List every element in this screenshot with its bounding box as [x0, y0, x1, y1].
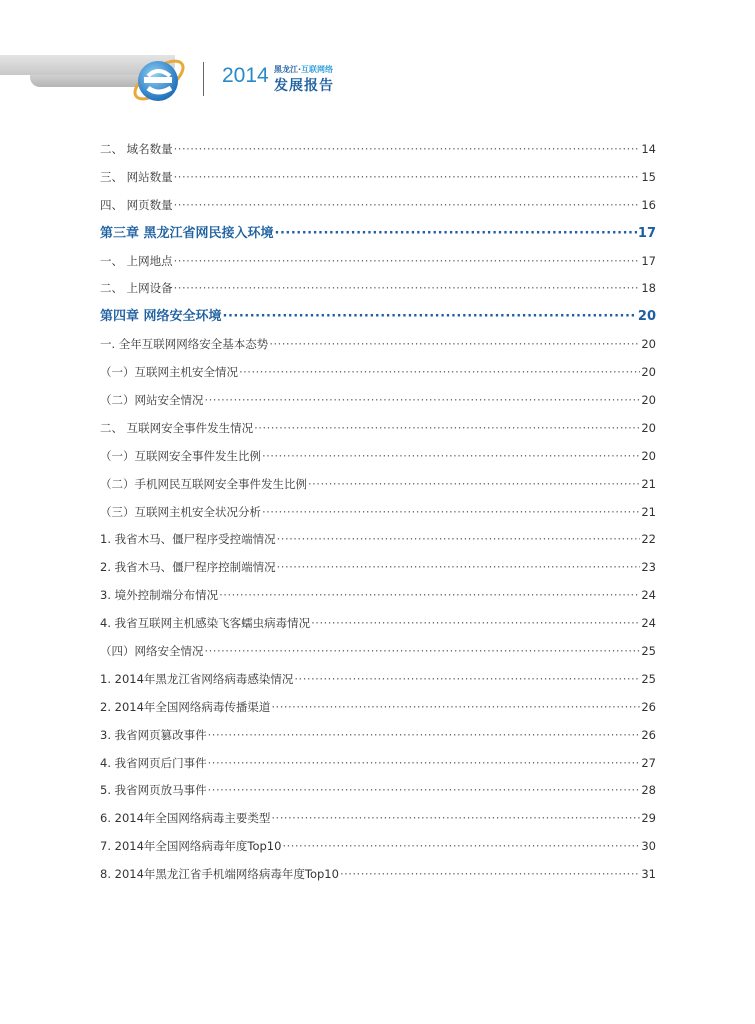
toc-leader [269, 331, 640, 359]
toc-row[interactable] [100, 750, 656, 778]
toc-label: 5. 我省网页放马事件 [100, 783, 207, 798]
toc-leader [174, 136, 641, 164]
toc-leader [219, 582, 640, 610]
toc-leader [208, 777, 641, 805]
toc-label: 一. 全年互联网网络安全基本态势 [100, 337, 269, 352]
toc-label: 4. 我省网页后门事件 [100, 755, 207, 770]
toc-label: 一、 上网地点 [100, 253, 173, 268]
toc-label: 二、 上网设备 [100, 281, 173, 296]
toc-label: 3. 境外控制端分布情况 [100, 588, 219, 603]
toc-row[interactable] [100, 164, 656, 192]
toc-row[interactable] [100, 443, 656, 471]
e-logo-icon [128, 50, 188, 108]
toc-label: 4. 我省互联网主机感染飞客蠕虫病毒情况 [100, 616, 311, 631]
toc-row[interactable] [100, 554, 656, 582]
toc-leader [174, 192, 641, 220]
toc-row[interactable] [100, 694, 656, 722]
toc-row[interactable] [100, 526, 656, 554]
toc-row[interactable] [100, 638, 656, 666]
toc-page: 20 [641, 365, 656, 380]
toc-page: 23 [641, 560, 656, 575]
toc-row[interactable] [100, 387, 656, 415]
toc-label: （二）手机网民互联网安全事件发生比例 [100, 476, 307, 491]
toc-row[interactable] [100, 275, 656, 303]
toc-page: 20 [641, 448, 656, 463]
toc-label: （二）网站安全情况 [100, 393, 204, 408]
toc-page: 16 [641, 197, 656, 212]
toc-label: 第四章 网络安全环境 [100, 309, 222, 325]
header-title: 发展报告 [274, 78, 334, 94]
toc-row[interactable] [100, 499, 656, 527]
toc-page: 25 [641, 671, 656, 686]
toc-page: 18 [641, 281, 656, 296]
toc-row[interactable] [100, 861, 656, 889]
toc-page: 20 [641, 337, 656, 352]
toc-leader [208, 722, 641, 750]
toc-label: 二、 域名数量 [100, 142, 173, 156]
toc-row[interactable] [100, 722, 656, 750]
toc-label: 第三章 黑龙江省网民接入环境 [100, 225, 274, 241]
toc-page: 29 [641, 811, 656, 826]
toc-label: （三）互联网主机安全状况分析 [100, 504, 261, 519]
toc-row[interactable] [100, 777, 656, 805]
toc-leader [262, 443, 640, 471]
toc-row[interactable] [100, 331, 656, 359]
header-divider [203, 62, 204, 96]
toc-page: 17 [641, 253, 656, 268]
toc-leader [174, 275, 641, 303]
header-subtitle: 黑龙江·互联网络 [274, 65, 334, 74]
toc-leader [275, 220, 637, 248]
toc-page: 31 [641, 867, 656, 882]
toc-leader [174, 248, 641, 276]
toc-page: 30 [641, 839, 656, 854]
toc-leader [294, 666, 640, 694]
toc-label: 二、 互联网安全事件发生情况 [100, 420, 254, 435]
toc-page: 27 [641, 755, 656, 770]
toc-leader [254, 415, 640, 443]
toc-page: 20 [641, 393, 656, 408]
toc-page: 28 [641, 783, 656, 798]
toc-leader [340, 861, 640, 889]
toc-chapter-row[interactable] [100, 303, 656, 331]
toc-page: 21 [641, 476, 656, 491]
toc-row[interactable] [100, 582, 656, 610]
toc-label: 2. 2014年全国网络病毒传播渠道 [100, 699, 271, 714]
toc-page: 17 [637, 225, 656, 241]
toc-row[interactable] [100, 833, 656, 861]
toc-label: 8. 2014年黑龙江省手机端网络病毒年度Top10 [100, 867, 339, 882]
toc-label: 6. 2014年全国网络病毒主要类型 [100, 811, 271, 826]
table-of-contents [100, 136, 656, 889]
toc-leader [277, 554, 641, 582]
toc-row[interactable] [100, 666, 656, 694]
toc-row[interactable] [100, 415, 656, 443]
subtitle-left: 黑龙江 [274, 65, 298, 74]
toc-label: （一）互联网主机安全情况 [100, 365, 238, 380]
toc-page: 25 [641, 644, 656, 659]
toc-leader [311, 610, 640, 638]
toc-label: 3. 我省网页篡改事件 [100, 727, 207, 742]
header-year: 2014 [222, 64, 269, 87]
toc-page: 26 [641, 699, 656, 714]
toc-leader [208, 750, 641, 778]
toc-label: 7. 2014年全国网络病毒年度Top10 [100, 839, 282, 854]
toc-leader [205, 387, 641, 415]
toc-row[interactable] [100, 359, 656, 387]
toc-label: 1. 我省木马、僵尸程序受控端情况 [100, 532, 276, 547]
toc-row[interactable] [100, 805, 656, 833]
toc-row[interactable] [100, 610, 656, 638]
toc-chapter-row[interactable] [100, 220, 656, 248]
toc-label: （四）网络安全情况 [100, 644, 204, 659]
toc-label: （一）互联网安全事件发生比例 [100, 448, 261, 463]
toc-label: 四、 网页数量 [100, 197, 173, 212]
toc-row[interactable] [100, 471, 656, 499]
toc-leader [262, 499, 640, 527]
toc-leader [308, 471, 640, 499]
toc-leader [271, 694, 640, 722]
toc-leader [271, 805, 640, 833]
toc-leader [223, 303, 637, 331]
subtitle-right: 互联网络 [301, 65, 334, 74]
toc-leader [174, 164, 641, 192]
toc-label: 1. 2014年黑龙江省网络病毒感染情况 [100, 671, 294, 686]
toc-page: 14 [641, 142, 656, 156]
toc-leader [282, 833, 640, 861]
toc-leader [205, 638, 641, 666]
toc-page: 15 [641, 169, 656, 184]
toc-page: 20 [637, 309, 656, 325]
toc-page: 26 [641, 727, 656, 742]
toc-row[interactable] [100, 136, 656, 164]
toc-page: 24 [641, 588, 656, 603]
toc-leader [239, 359, 640, 387]
toc-row[interactable] [100, 192, 656, 220]
toc-page: 21 [641, 504, 656, 519]
toc-row[interactable] [100, 248, 656, 276]
toc-page: 20 [641, 420, 656, 435]
toc-label: 三、 网站数量 [100, 169, 173, 184]
toc-label: 2. 我省木马、僵尸程序控制端情况 [100, 560, 276, 575]
toc-page: 24 [641, 616, 656, 631]
toc-page: 22 [641, 532, 656, 547]
toc-leader [277, 526, 641, 554]
